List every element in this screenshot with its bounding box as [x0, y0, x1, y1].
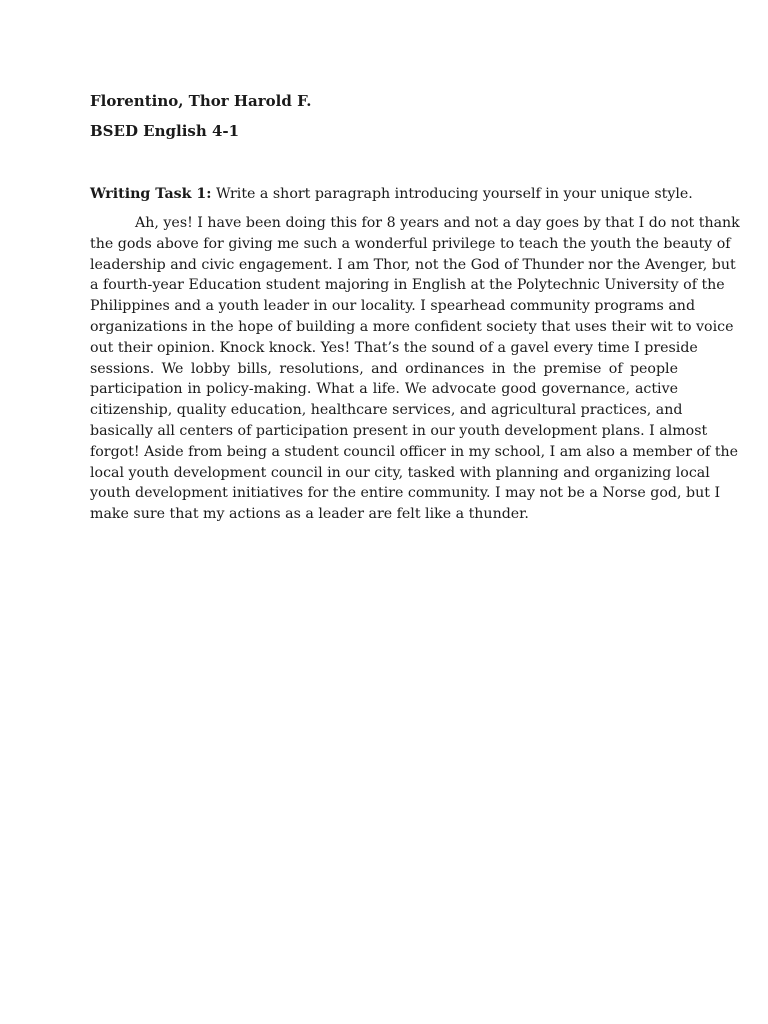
- paragraph-line: local youth development council in our city, tasked with planning and organizing local: [90, 464, 710, 481]
- paragraph-line: Ah, yes! I have been doing this for 8 years and not a day goes by that I do not thank: [135, 215, 740, 231]
- course-section: BSED English 4-1: [90, 122, 240, 140]
- paragraph-line: out their opinion. Knock knock. Yes! That’s the sound of a gavel every time I preside: [90, 339, 698, 356]
- paragraph-line: citizenship, quality education, healthcare services, and agricultural practices, and: [90, 402, 683, 419]
- paragraph-line: basically all centers of participation present in our youth development plans. I almost: [90, 422, 708, 439]
- paragraph-line: make sure that my actions as a leader are felt like a thunder.: [90, 506, 529, 523]
- paragraph-line: the gods above for giving me such a wonderful privilege to teach the youth the beauty of: [90, 235, 731, 252]
- paragraph-line: organizations in the hope of building a more confident society that uses their wit to voice: [90, 318, 734, 335]
- task-heading: [90, 184, 693, 204]
- paragraph-line: Philippines and a youth leader in our locality. I spearhead community programs and: [90, 298, 696, 315]
- paragraph-line: youth development initiatives for the entire community. I may not be a Norse god, but I: [90, 485, 721, 502]
- task-label: Writing Task 1:: [90, 186, 212, 202]
- paragraph-line: forgot! Aside from being a student council officer in my school, I am also a member of the: [90, 443, 739, 460]
- task-prompt: Write a short paragraph introducing yourself in your unique style.: [211, 186, 693, 202]
- student-name: Florentino, Thor Harold F.: [90, 92, 312, 110]
- paragraph-line: participation in policy-making. What a life. We advocate good governance, active: [90, 381, 678, 398]
- essay-paragraph: [90, 213, 740, 525]
- paragraph-line: a fourth-year Education student majoring in English at the Polytechnic University of the: [90, 277, 725, 294]
- paragraph-line: sessions. We lobby bills, resolutions, and ordinances in the premise of people: [90, 360, 678, 377]
- paragraph-line: leadership and civic engagement. I am Thor, not the God of Thunder nor the Avenger, but: [90, 256, 736, 273]
